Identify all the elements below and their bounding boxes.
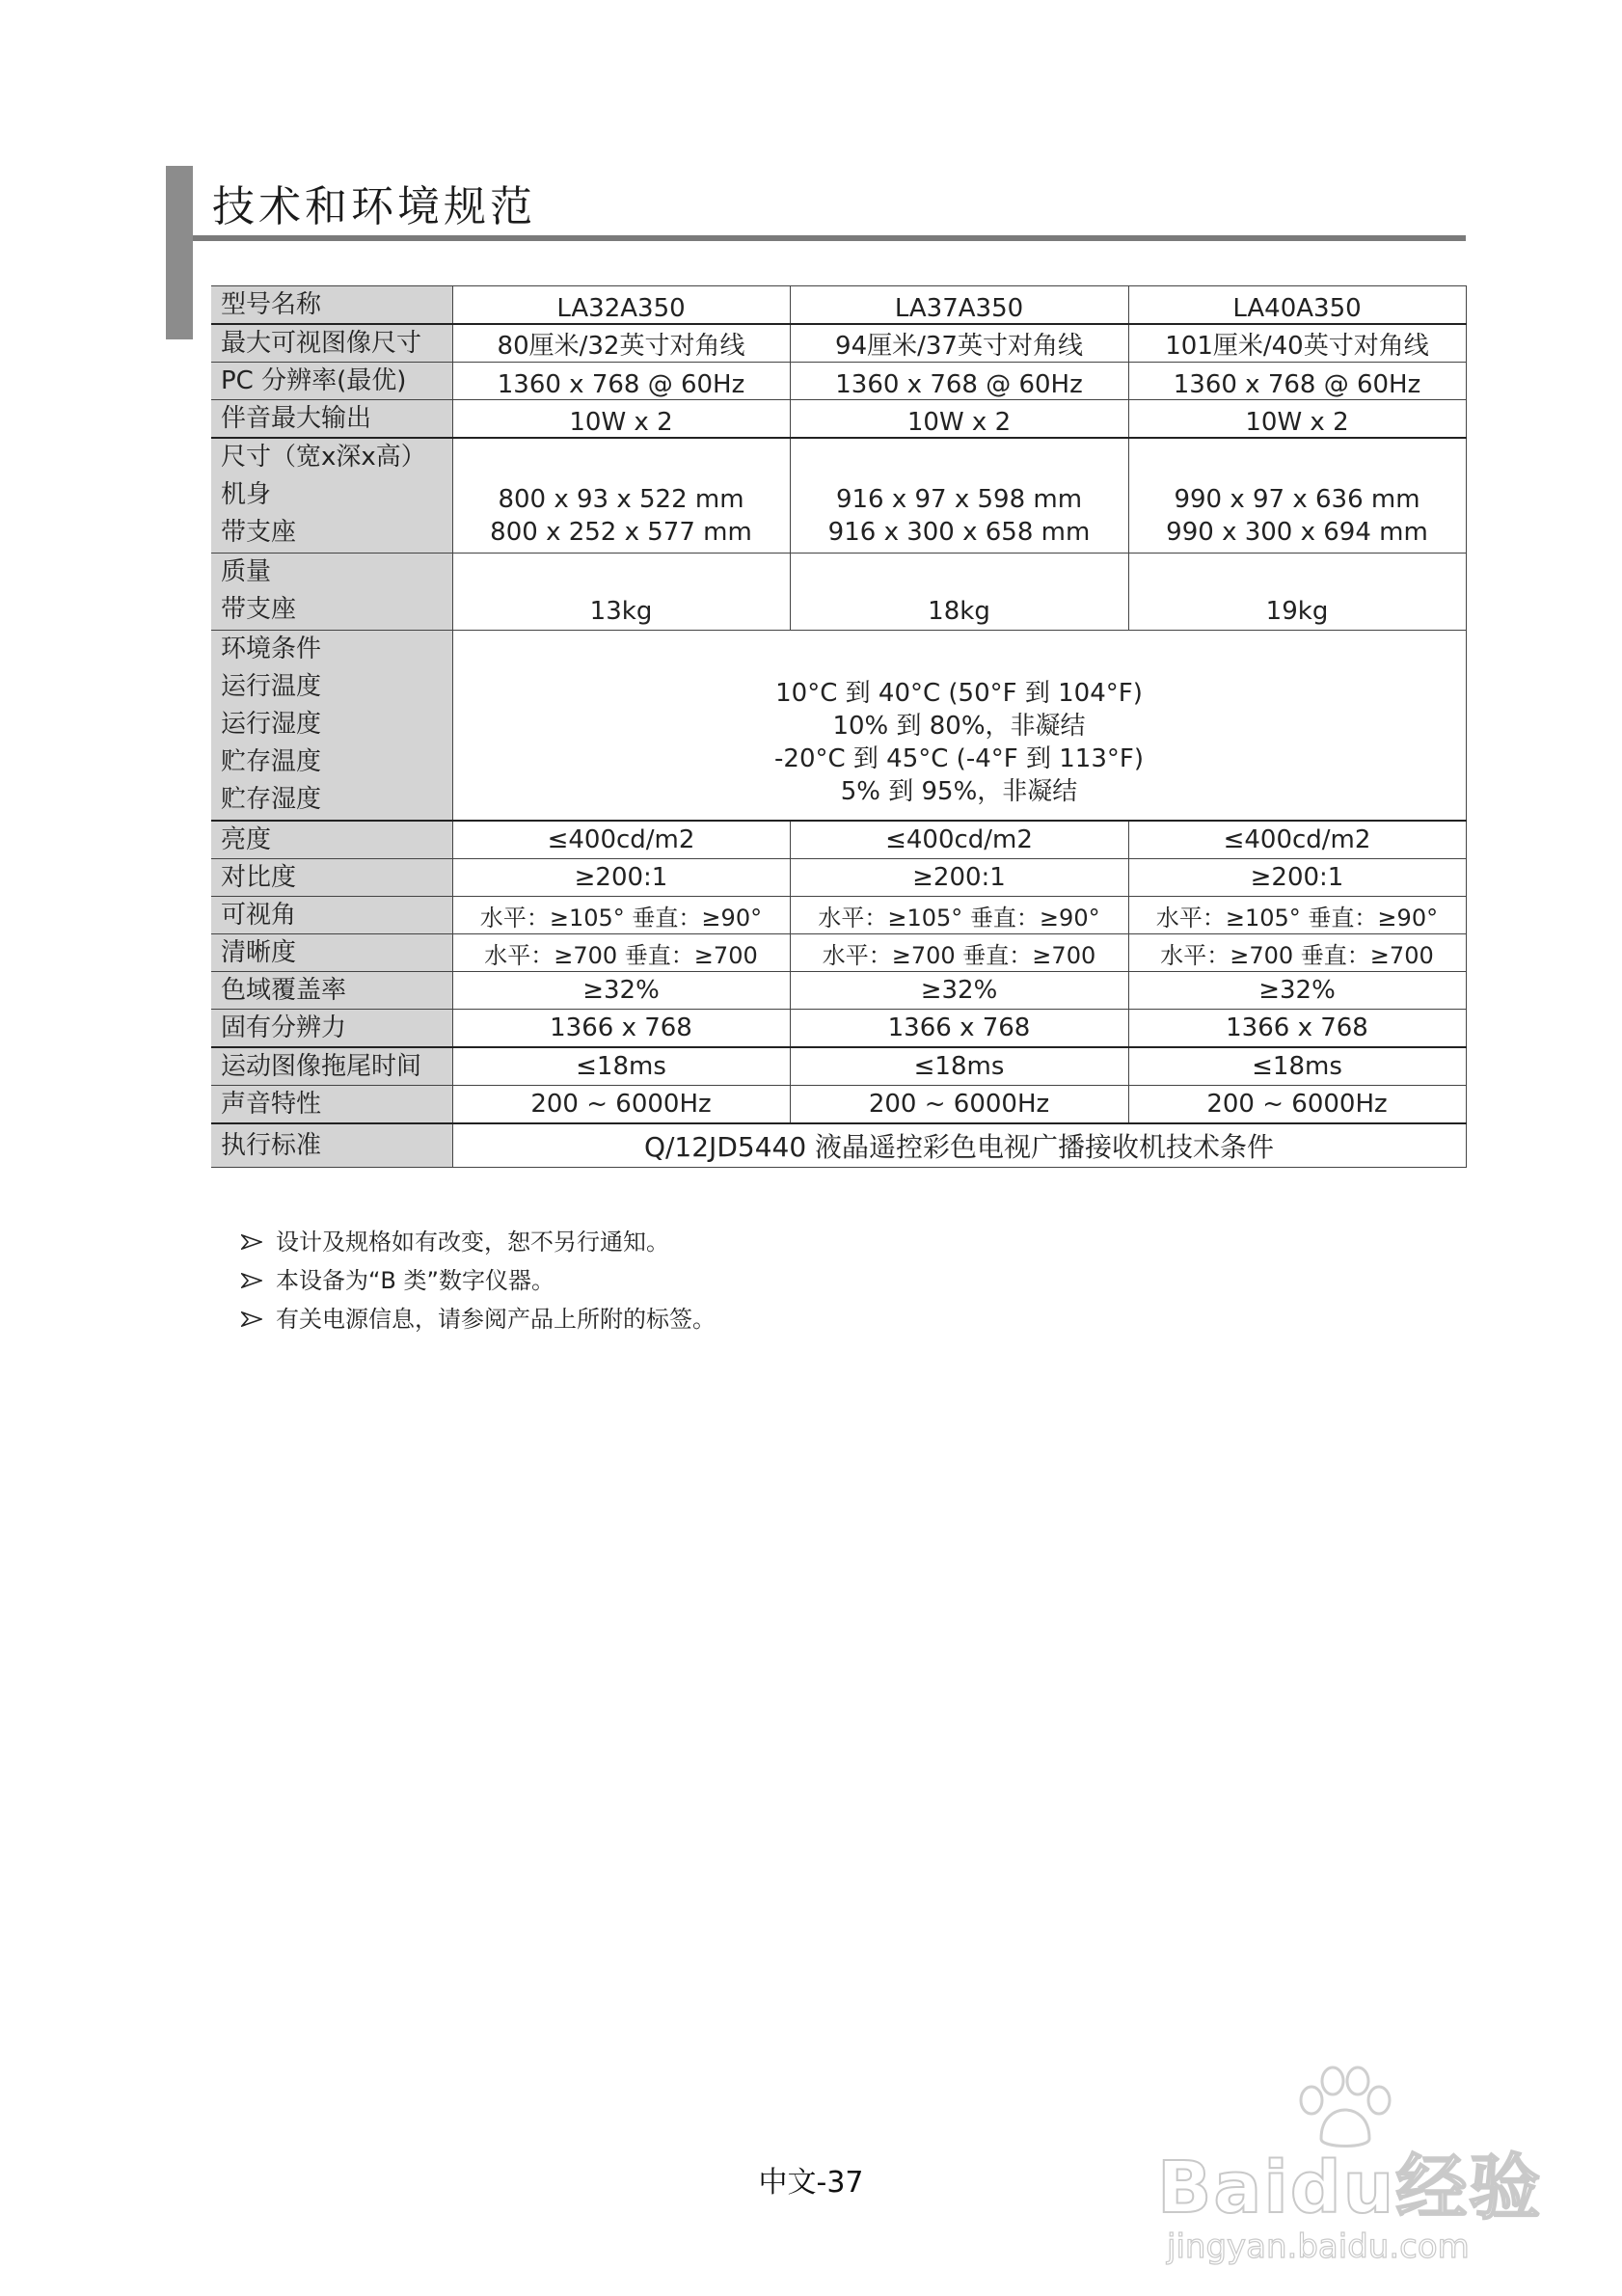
table-row bbox=[211, 934, 1466, 972]
table-row bbox=[211, 400, 1466, 439]
table-row-weight bbox=[211, 554, 1466, 631]
table-row-environment bbox=[211, 631, 1466, 822]
row-label: 运行湿度 bbox=[221, 710, 322, 739]
row-label: 对比度 bbox=[211, 859, 452, 897]
row-label: 声音特性 bbox=[211, 1086, 452, 1124]
cell-value: ≤400cd/m2 bbox=[790, 821, 1128, 859]
cell-value: 80厘米/32英寸对角线 bbox=[452, 324, 790, 363]
cell-value: 990 x 97 x 636 mm 990 x 300 x 694 mm bbox=[1128, 438, 1466, 554]
table-row bbox=[211, 897, 1466, 934]
row-label: 清晰度 bbox=[211, 934, 452, 972]
table-row bbox=[211, 1086, 1466, 1124]
row-label: 运动图像拖尾时间 bbox=[211, 1047, 452, 1086]
note-text: 有关电源信息，请参阅产品上所附的标签。 bbox=[276, 1306, 716, 1333]
cell-value: 200 ~ 6000Hz bbox=[1128, 1086, 1466, 1124]
arrow-bullet-icon bbox=[241, 1234, 262, 1250]
cell-value: ≤18ms bbox=[452, 1047, 790, 1086]
list-item bbox=[241, 1261, 716, 1300]
cell-value: 13kg bbox=[452, 554, 790, 631]
section-side-bar bbox=[166, 166, 193, 339]
row-label: 色域覆盖率 bbox=[211, 972, 452, 1010]
model-name: LA32A350 bbox=[452, 286, 790, 325]
list-item bbox=[241, 1300, 716, 1338]
row-label: 可视角 bbox=[211, 897, 452, 934]
cell-value: 1366 x 768 bbox=[790, 1010, 1128, 1048]
cell-value: 200 ~ 6000Hz bbox=[790, 1086, 1128, 1124]
row-label: 亮度 bbox=[211, 821, 452, 859]
cell-value: ≥200:1 bbox=[1128, 859, 1466, 897]
cell-value: 1360 x 768 @ 60Hz bbox=[1128, 363, 1466, 400]
row-label: 最大可视图像尺寸 bbox=[211, 324, 452, 363]
cell-value: 水平：≥105° 垂直：≥90° bbox=[1128, 897, 1466, 934]
row-label-group bbox=[211, 631, 452, 822]
page-title: 技术和环境规范 bbox=[212, 182, 536, 231]
watermark-brand: Baidu经验 bbox=[1157, 2147, 1543, 2229]
cell-value: 10W x 2 bbox=[790, 400, 1128, 439]
cell-value: ≤400cd/m2 bbox=[1128, 821, 1466, 859]
notes-list bbox=[241, 1223, 716, 1338]
arrow-bullet-icon bbox=[241, 1273, 262, 1288]
table-row bbox=[211, 324, 1466, 363]
cell-value: 1360 x 768 @ 60Hz bbox=[790, 363, 1128, 400]
row-label: 质量 bbox=[221, 557, 272, 586]
cell-value: 1360 x 768 @ 60Hz bbox=[452, 363, 790, 400]
row-label: 伴音最大输出 bbox=[211, 400, 452, 439]
row-label-group bbox=[211, 554, 452, 631]
cell-value: 101厘米/40英寸对角线 bbox=[1128, 324, 1466, 363]
baidu-watermark bbox=[1138, 2064, 1562, 2276]
table-row bbox=[211, 1010, 1466, 1048]
table-row bbox=[211, 363, 1466, 400]
title-rule bbox=[193, 235, 1466, 241]
cell-value: ≤18ms bbox=[790, 1047, 1128, 1086]
cell-value: 水平：≥700 垂直：≥700 bbox=[452, 934, 790, 972]
row-label: 贮存温度 bbox=[221, 747, 322, 776]
row-label: 带支座 bbox=[221, 595, 297, 624]
row-label: 执行标准 bbox=[211, 1123, 452, 1168]
watermark-url: jingyan.baidu.com bbox=[1167, 2228, 1470, 2266]
cell-value: 10W x 2 bbox=[1128, 400, 1466, 439]
cell-value: 916 x 97 x 598 mm 916 x 300 x 658 mm bbox=[790, 438, 1128, 554]
cell-value: 水平：≥700 垂直：≥700 bbox=[790, 934, 1128, 972]
row-label: 带支座 bbox=[221, 518, 297, 547]
row-label: 运行温度 bbox=[221, 672, 322, 701]
cell-value: ≤400cd/m2 bbox=[452, 821, 790, 859]
cell-value: 水平：≥105° 垂直：≥90° bbox=[452, 897, 790, 934]
cell-value: ≥200:1 bbox=[452, 859, 790, 897]
note-text: 本设备为“B 类”数字仪器。 bbox=[276, 1267, 554, 1294]
row-label: 环境条件 bbox=[221, 635, 322, 663]
row-label: 型号名称 bbox=[211, 286, 452, 325]
row-label: 贮存湿度 bbox=[221, 785, 322, 814]
model-name: LA37A350 bbox=[790, 286, 1128, 325]
row-label: 尺寸（宽x深x高） bbox=[221, 443, 426, 472]
table-row bbox=[211, 1123, 1466, 1168]
standard-value: Q/12JD5440 液晶遥控彩色电视广播接收机技术条件 bbox=[452, 1123, 1466, 1168]
spec-table bbox=[211, 285, 1467, 1168]
list-item bbox=[241, 1223, 716, 1261]
table-row bbox=[211, 1047, 1466, 1086]
cell-value: 1366 x 768 bbox=[452, 1010, 790, 1048]
table-row bbox=[211, 972, 1466, 1010]
cell-value: ≤18ms bbox=[1128, 1047, 1466, 1086]
table-row bbox=[211, 821, 1466, 859]
cell-value: ≥32% bbox=[452, 972, 790, 1010]
table-row-dimensions bbox=[211, 438, 1466, 554]
cell-value: ≥32% bbox=[1128, 972, 1466, 1010]
cell-value: 94厘米/37英寸对角线 bbox=[790, 324, 1128, 363]
cell-value: 水平：≥105° 垂直：≥90° bbox=[790, 897, 1128, 934]
row-label-group bbox=[211, 438, 452, 554]
row-label: 固有分辨力 bbox=[211, 1010, 452, 1048]
model-name: LA40A350 bbox=[1128, 286, 1466, 325]
arrow-bullet-icon bbox=[241, 1311, 262, 1327]
cell-value: 18kg bbox=[790, 554, 1128, 631]
cell-value: 10W x 2 bbox=[452, 400, 790, 439]
table-row bbox=[211, 859, 1466, 897]
cell-value: 水平：≥700 垂直：≥700 bbox=[1128, 934, 1466, 972]
cell-value: 200 ~ 6000Hz bbox=[452, 1086, 790, 1124]
cell-value: 19kg bbox=[1128, 554, 1466, 631]
page-number: 中文-37 bbox=[758, 2166, 864, 2200]
row-label: PC 分辨率(最优) bbox=[211, 363, 452, 400]
cell-value: ≥32% bbox=[790, 972, 1128, 1010]
cell-value: 800 x 93 x 522 mm 800 x 252 x 577 mm bbox=[452, 438, 790, 554]
environment-values: 10°C 到 40°C (50°F 到 104°F) 10% 到 80%，非凝结 -20°C 到 45°C (-4°F 到 113°F) 5% 到 95%，非凝结 bbox=[452, 631, 1466, 822]
note-text: 设计及规格如有改变，恕不另行通知。 bbox=[276, 1229, 669, 1256]
table-row bbox=[211, 286, 1466, 325]
cell-value: 1366 x 768 bbox=[1128, 1010, 1466, 1048]
row-label: 机身 bbox=[221, 480, 272, 509]
cell-value: ≥200:1 bbox=[790, 859, 1128, 897]
